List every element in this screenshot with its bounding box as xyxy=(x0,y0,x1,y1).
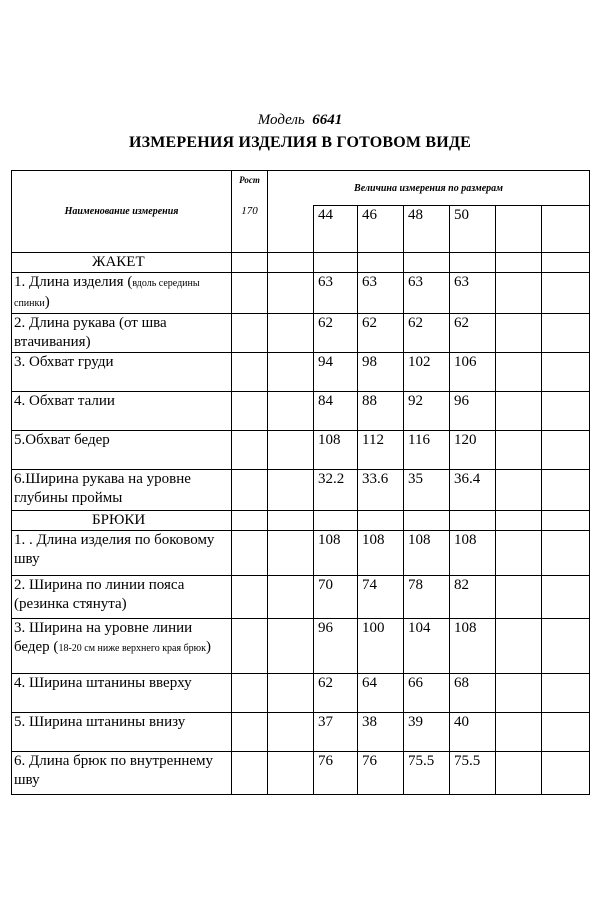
table-row xyxy=(12,392,590,431)
measurement-value: 96 xyxy=(314,619,358,674)
measurement-value: 40 xyxy=(450,713,496,752)
height-value: 170 xyxy=(241,205,258,217)
measurement-value: 98 xyxy=(358,353,404,392)
measurement-value: 75.5 xyxy=(404,752,450,795)
measurement-value: 66 xyxy=(404,674,450,713)
measurement-value: 37 xyxy=(314,713,358,752)
measurement-name xyxy=(12,752,232,795)
measurement-note-close: ) xyxy=(206,639,212,655)
measurement-value: 84 xyxy=(314,392,358,431)
measurement-note: вдоль середины спинки xyxy=(14,278,200,309)
measurement-name-text: 2. Длина рукава (от шва втачивания) xyxy=(14,315,167,350)
measurement-note-close: ) xyxy=(44,294,50,310)
measurements-table xyxy=(11,170,590,795)
page-title: ИЗМЕРЕНИЯ ИЗДЕЛИЯ В ГОТОВОМ ВИДЕ xyxy=(128,134,472,151)
measurement-value: 88 xyxy=(358,392,404,431)
measurement-name-text: 6. Длина брюк по внутреннему шву xyxy=(14,753,214,788)
measurement-name xyxy=(12,353,232,392)
measurement-name xyxy=(12,576,232,619)
size-cell: 44 xyxy=(314,206,358,253)
measurement-name-text: 5.Обхват бедер xyxy=(14,432,110,448)
section-jacket xyxy=(12,253,590,273)
measurement-value: 104 xyxy=(404,619,450,674)
measurement-name xyxy=(12,713,232,752)
measurement-value: 76 xyxy=(358,752,404,795)
measurement-value: 108 xyxy=(358,531,404,576)
section-trousers xyxy=(12,511,590,531)
table-row xyxy=(12,576,590,619)
table-row xyxy=(12,314,590,353)
measurement-value: 62 xyxy=(404,314,450,353)
header-row xyxy=(12,171,590,206)
measurement-value: 62 xyxy=(450,314,496,353)
table-row xyxy=(12,431,590,470)
table-row xyxy=(12,273,590,314)
measurement-name-text: 4. Обхват талии xyxy=(14,393,115,409)
measurement-value: 100 xyxy=(358,619,404,674)
height-label: Рост xyxy=(239,175,260,185)
measurement-value: 76 xyxy=(314,752,358,795)
measurement-value: 64 xyxy=(358,674,404,713)
measurement-name-text: 6.Ширина рукава на уровне глубины проймы xyxy=(14,471,191,506)
size-cell: 46 xyxy=(358,206,404,253)
measurement-value: 75.5 xyxy=(450,752,496,795)
model-number: 6641 xyxy=(312,112,343,128)
measurement-name xyxy=(12,619,232,674)
column-header-height xyxy=(232,171,268,253)
measurement-value: 74 xyxy=(358,576,404,619)
measurement-name xyxy=(12,273,232,314)
section-label: ЖАКЕТ xyxy=(12,253,232,273)
measurement-name-text: 3. Ширина на уровне линии бедер ( xyxy=(14,620,193,655)
measurement-value: 39 xyxy=(404,713,450,752)
measurement-name xyxy=(12,531,232,576)
measurement-name-text: 1. Длина изделия ( xyxy=(14,274,133,290)
table-row xyxy=(12,713,590,752)
table-row xyxy=(12,674,590,713)
measurement-value: 116 xyxy=(404,431,450,470)
measurement-value: 33.6 xyxy=(358,470,404,511)
measurement-value: 63 xyxy=(450,273,496,314)
measurement-value: 112 xyxy=(358,431,404,470)
measurement-value: 108 xyxy=(450,619,496,674)
measurement-value: 63 xyxy=(314,273,358,314)
measurement-name xyxy=(12,431,232,470)
measurement-value: 62 xyxy=(314,314,358,353)
table-row xyxy=(12,752,590,795)
section-label: БРЮКИ xyxy=(12,511,232,531)
table-row xyxy=(12,353,590,392)
measurement-value: 36.4 xyxy=(450,470,496,511)
size-cell: 48 xyxy=(404,206,450,253)
table-row xyxy=(12,470,590,511)
measurement-value: 108 xyxy=(404,531,450,576)
measurement-name-text: 4. Ширина штанины вверху xyxy=(14,675,192,691)
measurement-name xyxy=(12,392,232,431)
measurement-value: 108 xyxy=(450,531,496,576)
measurement-name xyxy=(12,470,232,511)
measurement-value: 92 xyxy=(404,392,450,431)
measurement-note: 18-20 см ниже верхнего края брюк xyxy=(58,643,207,654)
measurement-value: 120 xyxy=(450,431,496,470)
measurement-name-text: 3. Обхват груди xyxy=(14,354,114,370)
measurement-name xyxy=(12,314,232,353)
measurement-name-text: 5. Ширина штанины внизу xyxy=(14,714,186,730)
measurement-value: 63 xyxy=(358,273,404,314)
measurement-value: 62 xyxy=(358,314,404,353)
measurement-value: 35 xyxy=(404,470,450,511)
model-label: Модель xyxy=(257,112,305,128)
measurement-value: 32.2 xyxy=(314,470,358,511)
measurement-name-text: 1. . Длина изделия по боковому шву xyxy=(14,532,215,567)
measurement-value: 106 xyxy=(450,353,496,392)
model-line xyxy=(0,112,600,129)
measurement-value: 63 xyxy=(404,273,450,314)
column-header-name: Наименование измерения xyxy=(12,171,232,253)
measurement-value: 94 xyxy=(314,353,358,392)
measurement-value: 108 xyxy=(314,531,358,576)
measurement-value: 82 xyxy=(450,576,496,619)
column-header-values: Величина измерения по размерам xyxy=(268,171,590,206)
measurement-value: 96 xyxy=(450,392,496,431)
measurement-value: 78 xyxy=(404,576,450,619)
measurement-name-text: 2. Ширина по линии пояса (резинка стянута) xyxy=(14,577,185,612)
table-row xyxy=(12,531,590,576)
measurement-name xyxy=(12,674,232,713)
table-row xyxy=(12,619,590,674)
measurement-value: 68 xyxy=(450,674,496,713)
size-cell: 50 xyxy=(450,206,496,253)
measurement-value: 102 xyxy=(404,353,450,392)
measurement-value: 70 xyxy=(314,576,358,619)
measurement-value: 108 xyxy=(314,431,358,470)
measurement-value: 38 xyxy=(358,713,404,752)
measurement-value: 62 xyxy=(314,674,358,713)
